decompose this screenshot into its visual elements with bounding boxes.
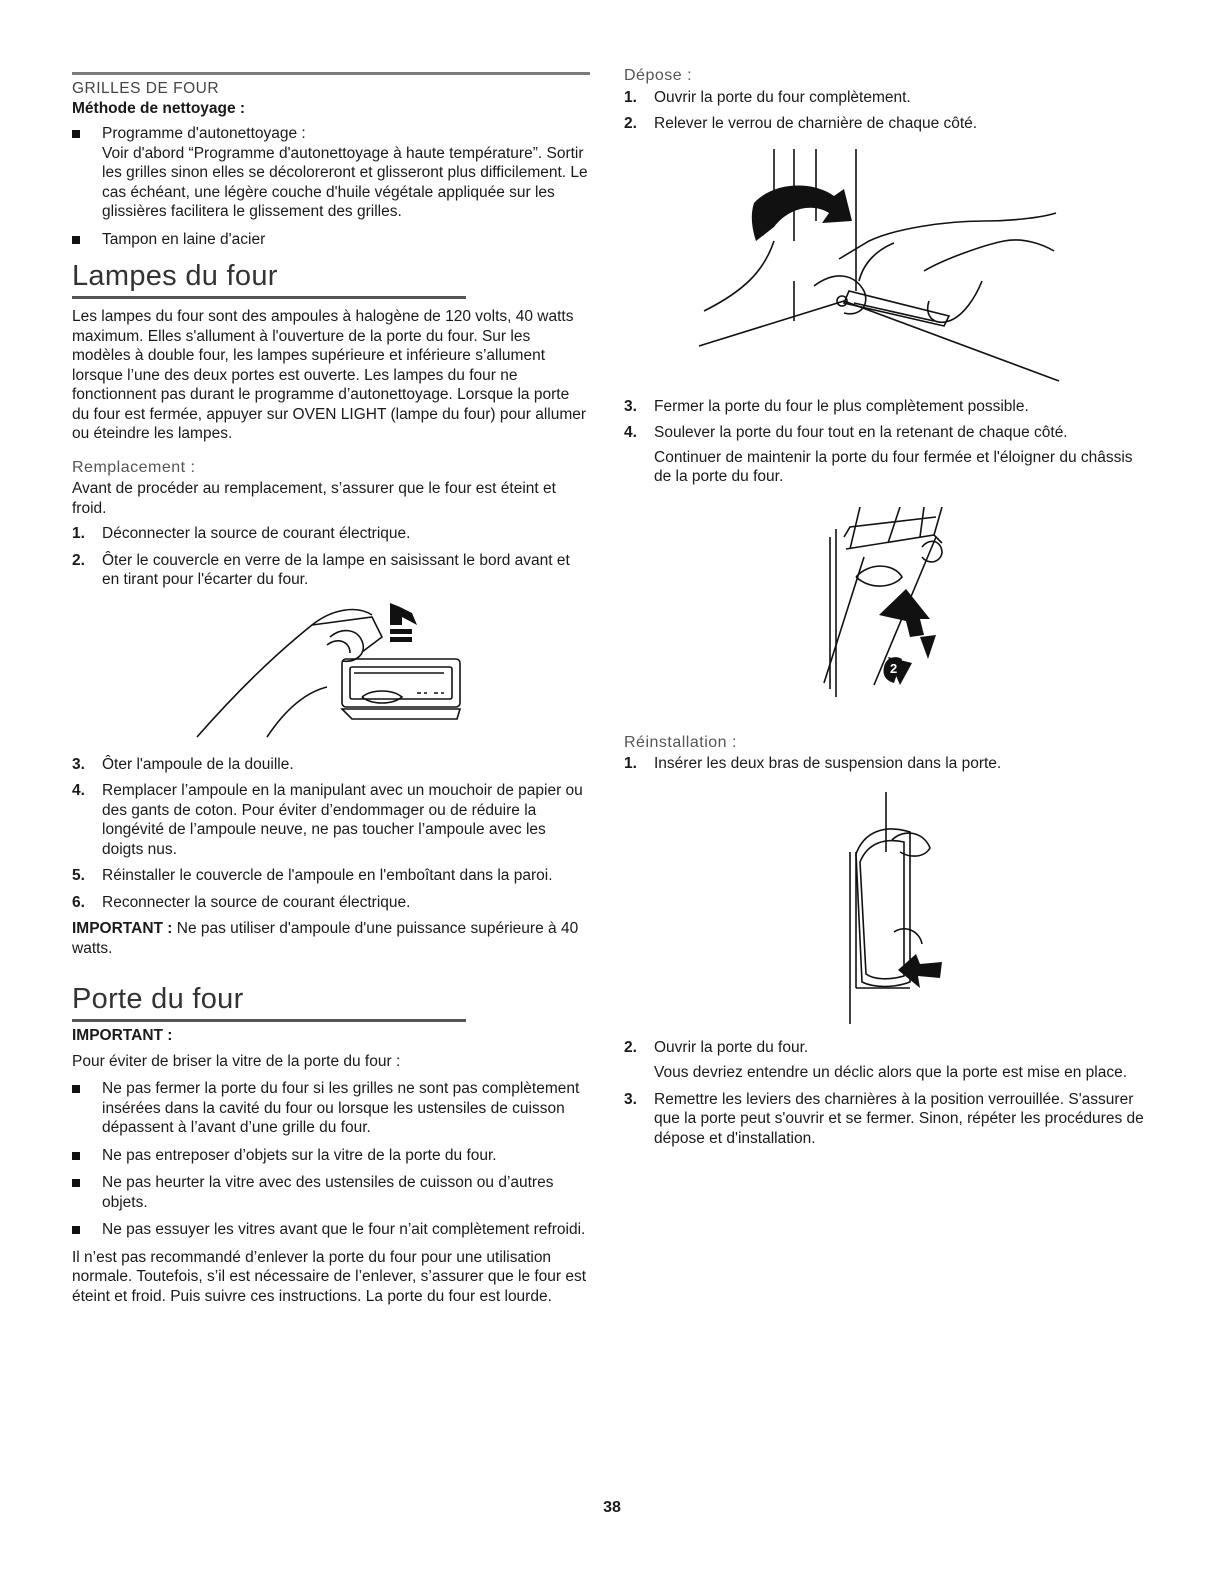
bullet-text: Ne pas essuyer les vitres avant que le four n’ait complètement refroidi. <box>102 1221 586 1238</box>
step-number: 2. <box>624 1038 637 1056</box>
list-item <box>624 397 1144 417</box>
porte-intro: Pour éviter de briser la vitre de la porte du four : <box>72 1052 401 1070</box>
step-number: 1. <box>624 755 637 772</box>
important-text: Ne pas utiliser d'ampoule d'une puissance supérieure à 40 watts. <box>72 920 579 957</box>
reinstall-heading: Réinstallation : <box>624 733 737 751</box>
depose-steps-a <box>624 88 1144 134</box>
hinge-lock-icon <box>624 141 1144 391</box>
list-item <box>624 423 1144 443</box>
important-label: IMPORTANT : <box>72 920 173 937</box>
step-text: Ôter l'ampoule de la douille. <box>102 755 294 773</box>
door-lift-illustration <box>624 507 1144 699</box>
porte-closing: Il n’est pas recommandé d’enlever la porte du four pour une utilisation normale. Toutefois, s’il est nécessaire de l’enlever, s’assurer que le four est éteint et froid. Puis suivre ces instructions. La porte du four est lourde. <box>72 1248 587 1305</box>
step-number: 4. <box>624 424 637 441</box>
hand-lamp-cover-icon <box>72 597 590 749</box>
step-number: 4. <box>72 782 85 799</box>
depose-steps-b <box>624 397 1144 443</box>
step-text: Remplacer l’ampoule en la manipulant avec un mouchoir de papier ou des gants de coton. Pour éviter d’endommager ou de réduire la longévité de l’ampoule neuve, ne pas toucher l’ampoule avec les doigts nus. <box>102 782 583 858</box>
list-item <box>72 1173 590 1212</box>
step-number: 6. <box>72 893 85 911</box>
door-reinstall-icon <box>624 792 1144 1024</box>
remplacement-steps-b <box>72 755 590 913</box>
section-rule <box>72 1019 466 1022</box>
remplacement-intro: Avant de procéder au remplacement, s’assurer que le four est éteint et froid. <box>72 480 556 517</box>
step-text: Reconnecter la source de courant électrique. <box>102 893 411 911</box>
bullet-text: Tampon en laine d'acier <box>102 230 266 248</box>
list-item <box>72 781 590 859</box>
step-number: 2. <box>624 115 637 132</box>
bullet-text: Ne pas fermer la porte du four si les grilles ne sont pas complètement insérées dans la cavité du four ou lorsque les ustensiles de cuisson dépassent à l’avant d’une grille du four. <box>102 1080 580 1136</box>
step-text: Ouvrir la porte du four complètement. <box>654 88 911 106</box>
list-item <box>72 1146 590 1166</box>
list-item <box>72 1079 590 1138</box>
step-number: 1. <box>72 525 85 542</box>
step-number: 3. <box>72 755 85 773</box>
porte-bullets <box>72 1079 590 1240</box>
lampes-title: Lampes du four <box>72 260 278 292</box>
door-lift-icon <box>624 507 1144 699</box>
list-item <box>72 124 590 222</box>
reinstall-steps-b <box>624 1038 1144 1058</box>
lampes-intro: Les lampes du four sont des ampoules à halogène de 120 volts, 40 watts maximum. Elles s'allument à l'ouverture de la porte du four. Sur les modèles à double four, les lampes supérieure et inférieure s’allument lorsque l’une des deux portes est ouverte. Les lampes du four ne fonctionnent pas durant le programme d’autonettoyage. Lorsque la porte du four est fermée, appuyer sur OVEN LIGHT (lampe du four) pour allumer ou éteindre les lampes. <box>72 308 587 442</box>
list-item <box>72 1220 590 1240</box>
list-item <box>624 88 1144 108</box>
step-number: 2. <box>72 551 85 569</box>
step-number: 3. <box>624 397 637 415</box>
depose-heading: Dépose : <box>624 67 693 84</box>
step-text: Fermer la porte du four le plus complètement possible. <box>654 397 1029 415</box>
list-item <box>624 1090 1144 1149</box>
list-item <box>72 524 590 544</box>
hinge-lock-illustration <box>624 141 1144 391</box>
step-number: 3. <box>624 1090 637 1108</box>
list-item <box>72 230 590 250</box>
list-item <box>624 1038 1144 1058</box>
step-text: Relever le verrou de charnière de chaque côté. <box>654 115 978 132</box>
list-item <box>72 866 590 886</box>
step-text: Ouvrir la porte du four. <box>654 1038 809 1056</box>
door-reinstall-illustration <box>624 792 1144 1024</box>
reinstall-steps-c <box>624 1090 1144 1149</box>
grilles-heading: GRILLES DE FOUR <box>72 80 220 97</box>
lampes-important <box>72 919 590 958</box>
reinstall-step2-detail: Vous devriez entendre un déclic alors que la porte est mise en place. <box>654 1064 1128 1081</box>
remplacement-steps-a <box>72 524 590 590</box>
top-rule <box>72 72 590 75</box>
grilles-bullets <box>72 124 590 249</box>
step-text: Déconnecter la source de courant électrique. <box>102 525 411 542</box>
depose-step4-detail: Continuer de maintenir la porte du four fermée et l'éloigner du châssis de la porte du four. <box>654 448 1133 485</box>
section-rule <box>72 296 466 299</box>
step-number: 5. <box>72 867 85 884</box>
bullet-text: Ne pas entreposer d’objets sur la vitre de la porte du four. <box>102 1146 497 1164</box>
list-item <box>624 754 1144 774</box>
right-column <box>624 66 1144 1155</box>
step-text: Remettre les leviers des charnières à la position verrouillée. S'assurer que la porte peut s'ouvrir et se fermer. Sinon, répéter les procédures de dépose et d'installation. <box>654 1090 1144 1147</box>
step-text: Soulever la porte du four tout en la retenant de chaque côté. <box>654 424 1068 441</box>
step-text: Réinstaller le couvercle de l'ampoule en l'emboîtant dans la paroi. <box>102 867 553 884</box>
porte-title: Porte du four <box>72 983 244 1015</box>
page-number: 38 <box>603 1499 621 1516</box>
bullet-text: Ne pas heurter la vitre avec des ustensiles de cuisson ou d’autres objets. <box>102 1174 554 1211</box>
list-item <box>72 755 590 775</box>
porte-important-label: IMPORTANT : <box>72 1027 173 1044</box>
list-item <box>72 551 590 590</box>
bullet-detail: Voir d'abord “Programme d'autonettoyage à haute température”. Sortir les grilles sinon elles se décoloreront et glisseront plus difficilement. Le cas échéant, une légère couche d'huile végétale appliquée sur les glissières facilitera le glissement des grilles. <box>102 144 588 220</box>
list-item <box>624 114 1144 134</box>
step-text: Ôter le couvercle en verre de la lampe en saisissant le bord avant et en tirant pour l'écarter du four. <box>102 551 570 588</box>
door-figure-label: 2 <box>890 660 898 676</box>
bullet-text: Programme d'autonettoyage : <box>102 125 306 142</box>
left-column <box>72 62 590 1306</box>
remplacement-heading: Remplacement : <box>72 458 196 476</box>
lamp-cover-illustration <box>72 597 590 749</box>
step-number: 1. <box>624 88 637 106</box>
door-figure-label: 1 <box>922 618 930 634</box>
list-item <box>72 893 590 913</box>
method-label: Méthode de nettoyage : <box>72 99 246 117</box>
step-text: Insérer les deux bras de suspension dans la porte. <box>654 755 1002 772</box>
reinstall-steps-a <box>624 754 1144 774</box>
